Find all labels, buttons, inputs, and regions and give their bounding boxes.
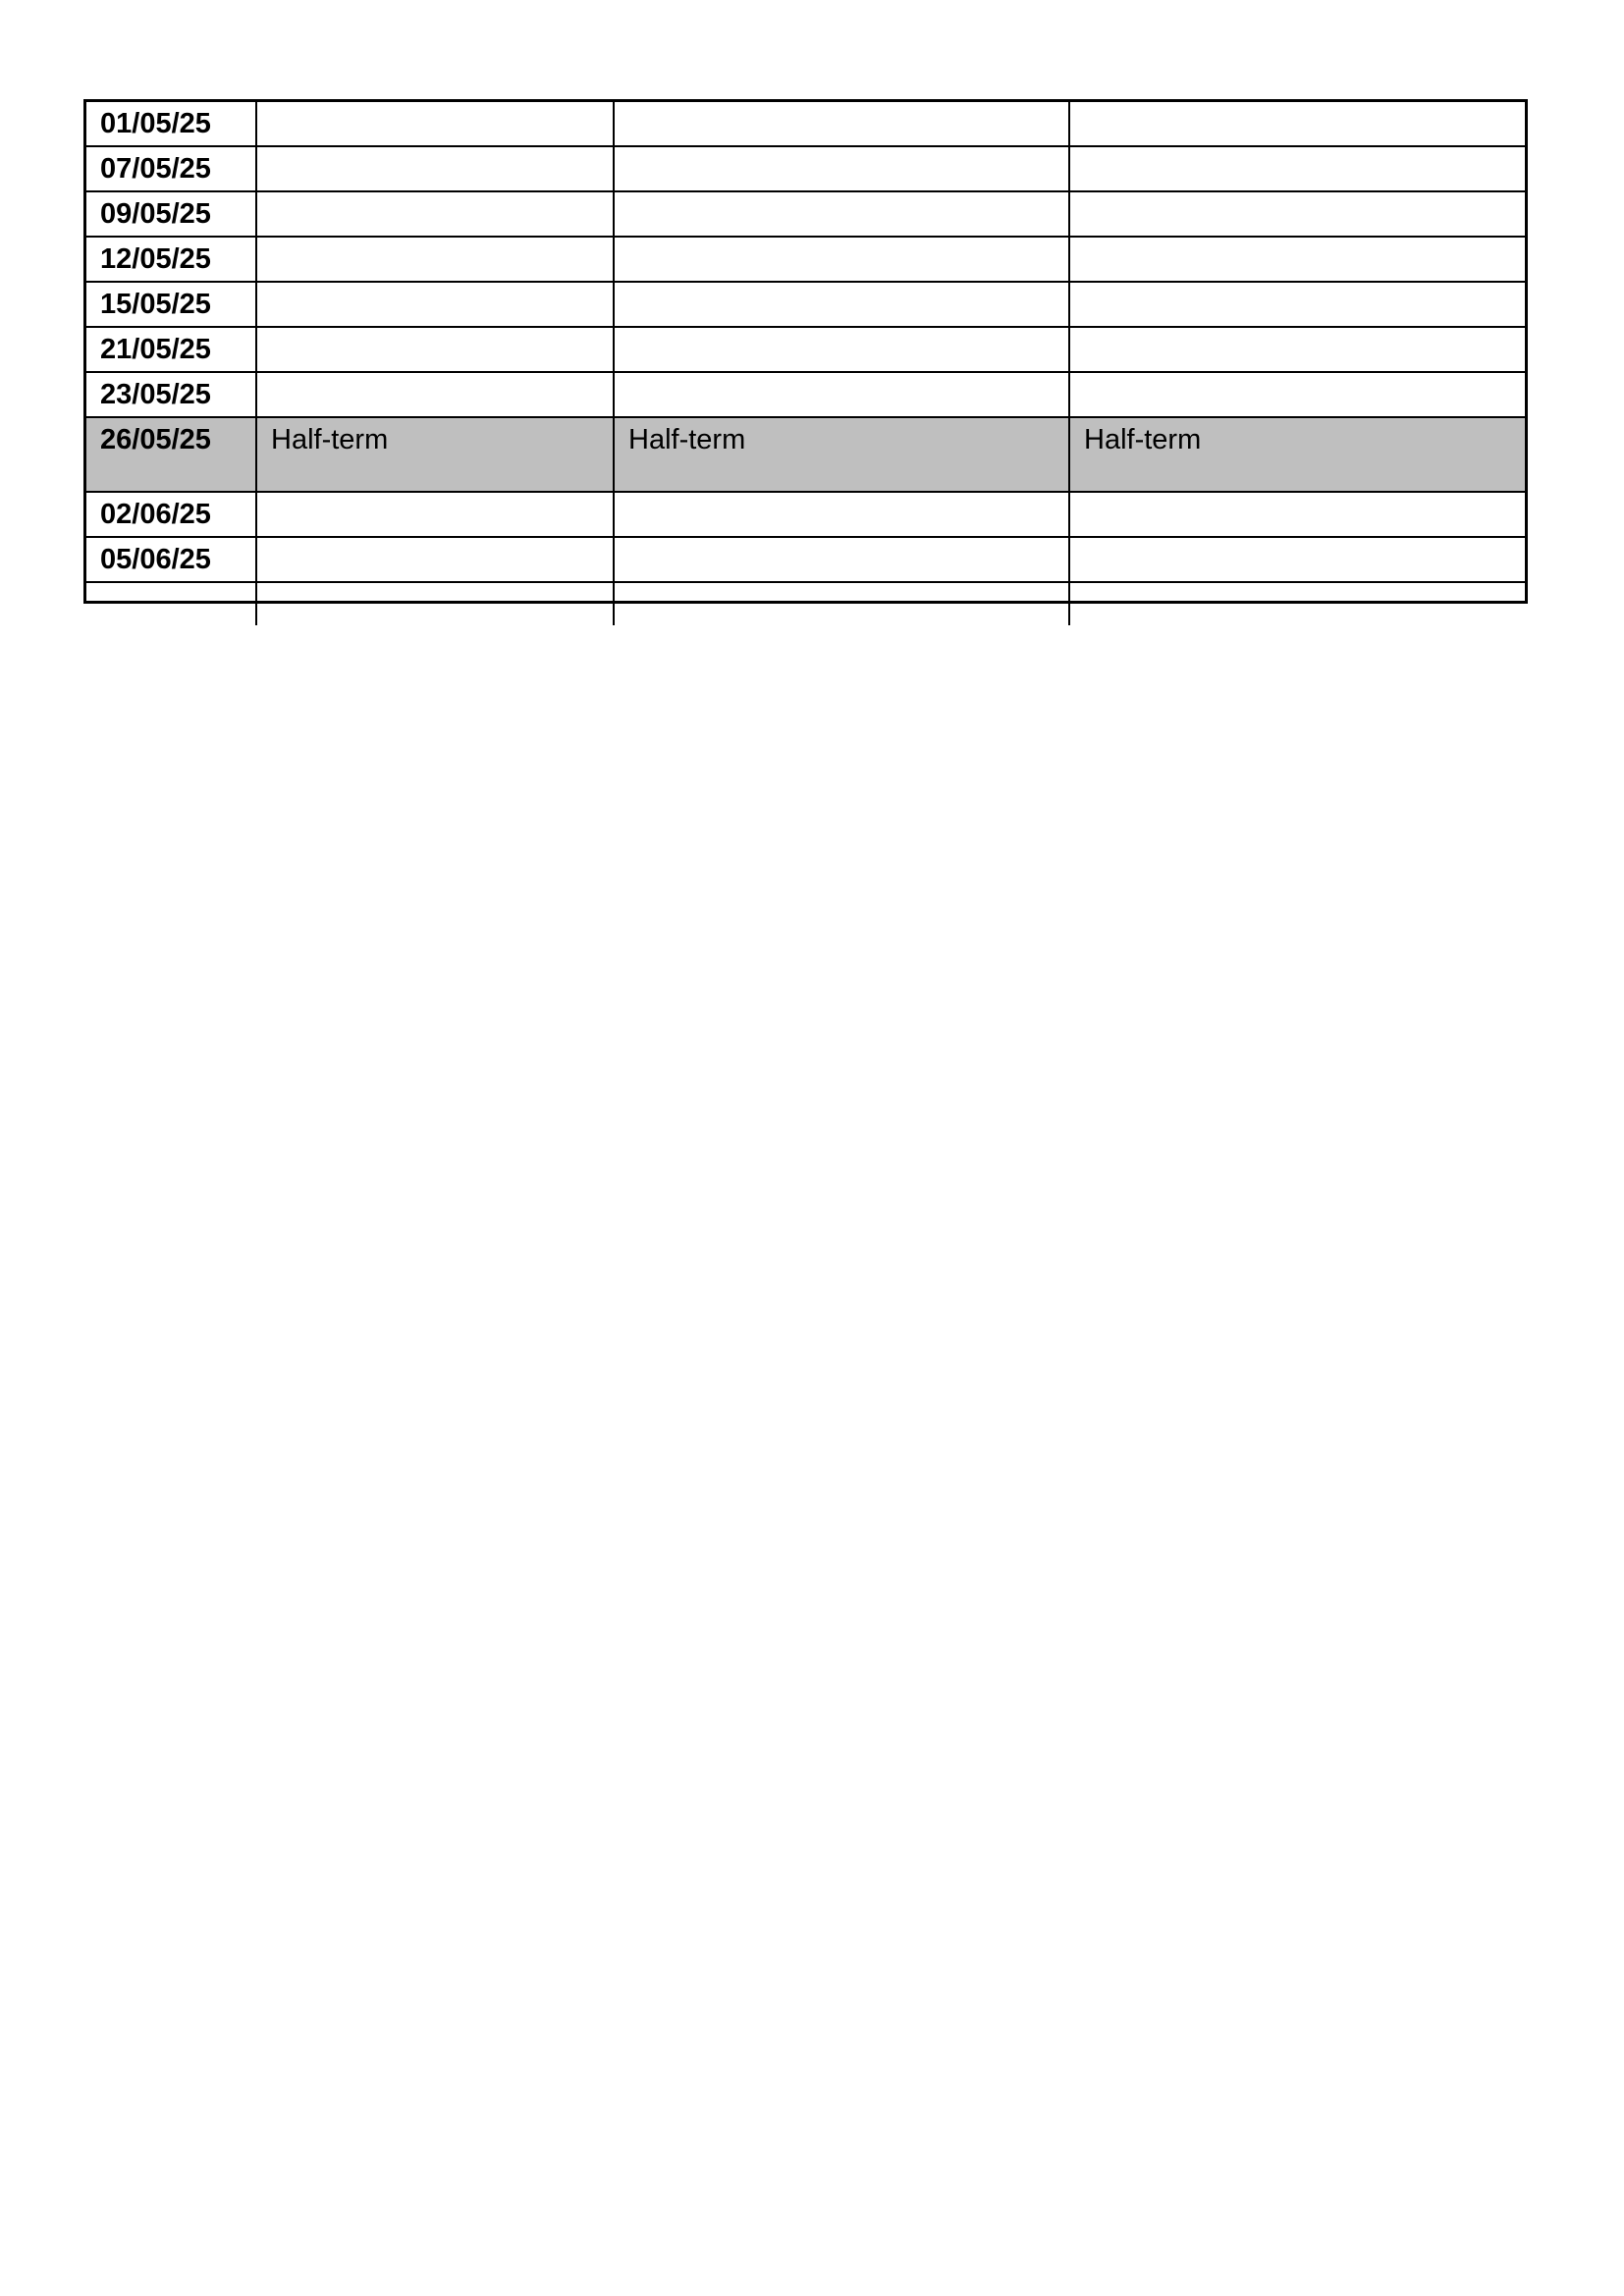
entry-cell-2 <box>614 582 1069 625</box>
table-row <box>86 191 1525 237</box>
table-row <box>86 537 1525 582</box>
entry-cell-1 <box>256 191 614 237</box>
date-cell: 12/05/25 <box>86 237 256 282</box>
schedule-table <box>86 102 1525 625</box>
entry-cell-2: Half-term <box>614 417 1069 492</box>
entry-cell-2 <box>614 537 1069 582</box>
schedule-table-body <box>86 102 1525 625</box>
table-row <box>86 582 1525 625</box>
entry-cell-3 <box>1069 492 1525 537</box>
date-cell: 05/06/25 <box>86 537 256 582</box>
date-cell <box>86 582 256 625</box>
entry-cell-3: Half-term <box>1069 417 1525 492</box>
entry-cell-1 <box>256 492 614 537</box>
table-row <box>86 282 1525 327</box>
entry-cell-1: Half-term <box>256 417 614 492</box>
entry-cell-3 <box>1069 537 1525 582</box>
entry-cell-1 <box>256 372 614 417</box>
date-cell: 26/05/25 <box>86 417 256 492</box>
entry-cell-1 <box>256 146 614 191</box>
entry-cell-3 <box>1069 191 1525 237</box>
entry-cell-3 <box>1069 282 1525 327</box>
entry-cell-1 <box>256 282 614 327</box>
entry-cell-2 <box>614 237 1069 282</box>
table-row <box>86 146 1525 191</box>
date-cell: 07/05/25 <box>86 146 256 191</box>
schedule-table-frame <box>83 99 1528 604</box>
date-cell: 09/05/25 <box>86 191 256 237</box>
entry-cell-1 <box>256 582 614 625</box>
table-row <box>86 102 1525 146</box>
table-row <box>86 327 1525 372</box>
entry-cell-3 <box>1069 146 1525 191</box>
date-cell: 21/05/25 <box>86 327 256 372</box>
table-row-half-term <box>86 417 1525 492</box>
entry-cell-3 <box>1069 102 1525 146</box>
date-cell: 15/05/25 <box>86 282 256 327</box>
entry-cell-2 <box>614 102 1069 146</box>
date-cell: 01/05/25 <box>86 102 256 146</box>
table-row <box>86 492 1525 537</box>
entry-cell-1 <box>256 537 614 582</box>
table-row <box>86 237 1525 282</box>
entry-cell-2 <box>614 372 1069 417</box>
table-row <box>86 372 1525 417</box>
entry-cell-2 <box>614 146 1069 191</box>
entry-cell-1 <box>256 327 614 372</box>
entry-cell-2 <box>614 282 1069 327</box>
entry-cell-3 <box>1069 372 1525 417</box>
date-cell: 23/05/25 <box>86 372 256 417</box>
entry-cell-2 <box>614 191 1069 237</box>
entry-cell-3 <box>1069 327 1525 372</box>
entry-cell-1 <box>256 237 614 282</box>
entry-cell-2 <box>614 492 1069 537</box>
entry-cell-2 <box>614 327 1069 372</box>
entry-cell-3 <box>1069 582 1525 625</box>
entry-cell-3 <box>1069 237 1525 282</box>
date-cell: 02/06/25 <box>86 492 256 537</box>
entry-cell-1 <box>256 102 614 146</box>
